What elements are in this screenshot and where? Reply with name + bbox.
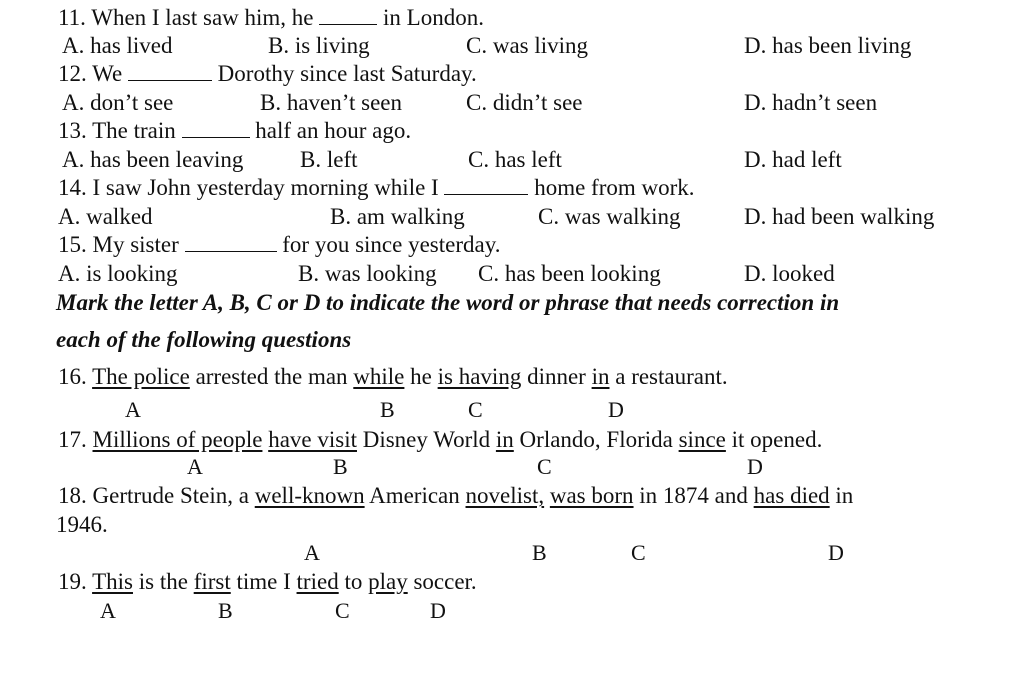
q19-letter-a: A [100, 598, 116, 623]
q18-part-c: was born [549, 483, 634, 508]
q15-option-d: D. looked [744, 261, 835, 286]
q19-letter-c: C [335, 598, 350, 623]
q16-letter-a: A [125, 397, 141, 422]
q11-option-c: C. was living [466, 33, 589, 58]
q15-option-b: B. was looking [298, 261, 437, 286]
q12-option-a: A. don’t see [62, 90, 174, 115]
q16-letter-b: B [380, 397, 395, 422]
q17-number: 17. [58, 427, 93, 452]
q18-part-d: has died [753, 483, 830, 508]
q19-text-2: time I [230, 569, 297, 594]
q14-stem-before: 14. I saw John yesterday morning while I [58, 175, 445, 200]
q16-letter-d: D [608, 397, 624, 422]
q16-number: 16. [58, 364, 93, 389]
q13-option-b: B. left [300, 147, 358, 172]
q17-part-b: have visit [268, 427, 357, 452]
q11-blank [319, 6, 377, 25]
q17-letter-d: D [747, 454, 763, 479]
q15-blank [185, 233, 277, 252]
q11-option-d: D. has been living [744, 33, 912, 58]
q19-letter-d: D [430, 598, 446, 623]
q16-letter-c: C [468, 397, 483, 422]
q14-option-b: B. am walking [330, 204, 465, 229]
q15-stem-after: for you since yesterday. [276, 232, 501, 257]
q17-letter-b: B [333, 454, 348, 479]
question-18 [58, 482, 853, 510]
q14-option-c: C. was walking [538, 204, 681, 229]
question-14 [58, 174, 695, 202]
question-15 [58, 231, 500, 259]
q16-part-b: while [353, 364, 405, 389]
q15-option-c: C. has been looking [478, 261, 661, 286]
q12-stem-after: Dorothy since last Saturday. [211, 61, 477, 86]
q14-option-a: A. walked [58, 204, 153, 229]
q18-letter-b: B [532, 540, 547, 565]
q12-option-d: D. hadn’t seen [744, 90, 878, 115]
q18-text-1: American [364, 483, 466, 508]
q18-text-4: in [829, 483, 854, 508]
q18-line-2: 1946. [56, 512, 108, 537]
q16-part-d: in [591, 364, 610, 389]
q11-option-b: B. is living [268, 33, 370, 58]
q19-part-b: first [193, 569, 231, 594]
q17-part-c: in [495, 427, 514, 452]
q13-stem-after: half an hour ago. [249, 118, 412, 143]
question-13 [58, 117, 411, 145]
q16-part-c: is having [437, 364, 522, 389]
question-12 [58, 60, 477, 88]
q19-text-4: soccer. [407, 569, 477, 594]
q16-text-4: a restaurant. [609, 364, 728, 389]
instruction-line-1: Mark the letter A, B, C or D to indicate the word or phrase that needs correction in [56, 290, 840, 315]
instruction-line-2: each of the following questions [56, 327, 352, 352]
q17-letter-c: C [537, 454, 552, 479]
q17-part-a: Millions of people [92, 427, 263, 452]
q17-text-4: it opened. [725, 427, 823, 452]
q18-letter-d: D [828, 540, 844, 565]
question-17 [58, 426, 822, 454]
q16-part-a: The police [92, 364, 190, 389]
q14-blank [444, 176, 528, 195]
q17-letter-a: A [187, 454, 203, 479]
q16-text-1: arrested the man [189, 364, 354, 389]
q18-number: 18. Gertrude Stein, a [58, 483, 255, 508]
q17-part-d: since [678, 427, 726, 452]
q18-letter-c: C [631, 540, 646, 565]
q16-text-3: dinner [521, 364, 592, 389]
q18-part-a: well-known [254, 483, 365, 508]
q12-blank [128, 62, 212, 81]
q13-stem-before: 13. The train [58, 118, 182, 143]
q19-number: 19. [58, 569, 93, 594]
q19-part-a: This [92, 569, 133, 594]
q19-text-1: is the [132, 569, 194, 594]
q12-option-b: B. haven’t seen [260, 90, 403, 115]
q19-text-3: to [338, 569, 369, 594]
q17-text-3: Orlando, Florida [513, 427, 679, 452]
q13-option-c: C. has left [468, 147, 562, 172]
q13-option-a: A. has been leaving [62, 147, 244, 172]
q18-text-3: in 1874 and [633, 483, 754, 508]
question-11 [58, 4, 484, 32]
q11-stem-before: 11. When I last saw him, he [58, 5, 320, 30]
q14-option-d: D. had been walking [744, 204, 935, 229]
q12-option-c: C. didn’t see [466, 90, 583, 115]
q11-option-a: A. has lived [62, 33, 173, 58]
q15-stem-before: 15. My sister [58, 232, 185, 257]
q18-letter-a: A [304, 540, 320, 565]
q17-text-2: Disney World [356, 427, 496, 452]
q12-stem-before: 12. We [58, 61, 128, 86]
q11-stem-after: in London. [377, 5, 484, 30]
q15-option-a: A. is looking [58, 261, 178, 286]
q19-letter-b: B [218, 598, 233, 623]
q14-stem-after: home from work. [528, 175, 695, 200]
q18-part-b: novelist, [465, 483, 545, 508]
question-16 [58, 363, 728, 391]
q13-option-d: D. had left [744, 147, 842, 172]
q19-part-c: tried [296, 569, 339, 594]
q13-blank [182, 119, 250, 138]
q19-part-d: play [368, 569, 408, 594]
q16-text-2: he [404, 364, 438, 389]
question-19 [58, 568, 477, 596]
